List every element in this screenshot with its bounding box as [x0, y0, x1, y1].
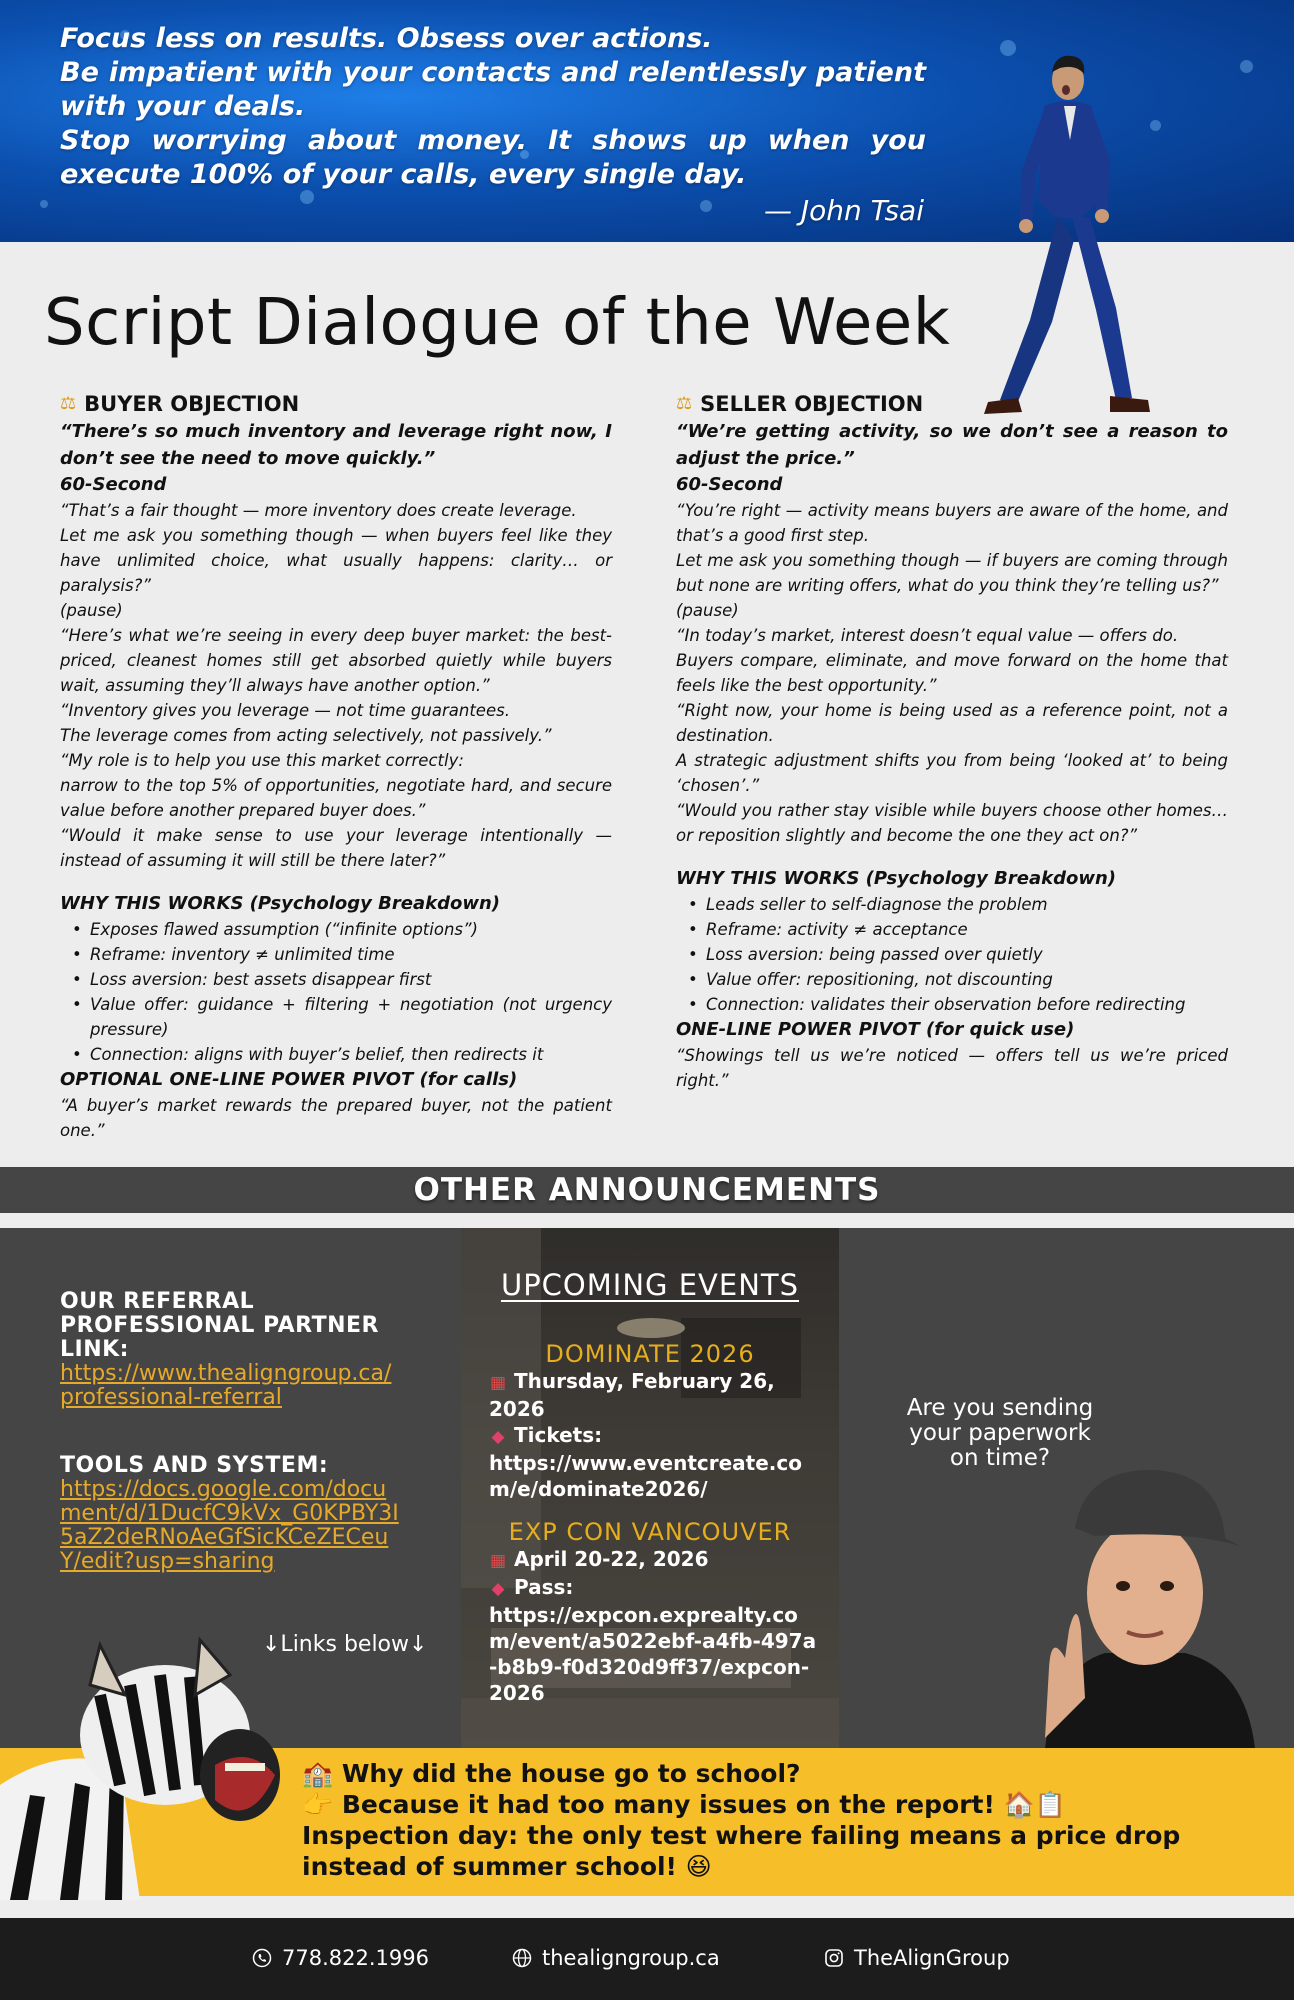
list-item: • Connection: aligns with buyer’s belief, then redirects it	[70, 1042, 612, 1067]
joke-line: 👉 Because it had too many issues on the report! 🏠📋	[302, 1790, 1066, 1819]
buyer-objection-quote: “There’s so much inventory and leverage right now, I don’t see the need to move quickly.”	[60, 421, 612, 469]
walking-man-photo	[960, 50, 1190, 430]
event1-date: Thursday, February 26, 2026	[489, 1369, 775, 1421]
seller-objection-quote: “We’re getting activity, so we don’t see a reason to adjust the price.”	[676, 421, 1228, 469]
hero-author: — John Tsai	[764, 194, 924, 227]
ticket-icon: ◆	[491, 1427, 505, 1447]
list-item: • Connection: validates their observation before redirecting	[686, 992, 1228, 1017]
seller-duration: 60-Second	[676, 474, 783, 495]
script-line: “Right now, your home is being used as a reference point, not a destination.	[676, 701, 1228, 745]
event1-tickets-label: Tickets:	[513, 1423, 603, 1447]
instagram-icon	[824, 1948, 844, 1968]
event1-tickets-line	[489, 1422, 819, 1450]
bokeh-dot	[1240, 60, 1253, 73]
list-item: • Value offer: guidance + filtering + negotiation (not urgency pressure)	[70, 992, 612, 1042]
bokeh-dot	[300, 190, 314, 204]
events-title: UPCOMING EVENTS	[500, 1268, 800, 1302]
calendar-icon: ▦	[489, 1551, 507, 1571]
event2-pass-line	[489, 1574, 819, 1602]
phone-icon	[252, 1948, 272, 1968]
scale-icon: ⚖	[60, 393, 77, 414]
script-line: “Inventory gives you leverage — not time guarantees.	[60, 701, 510, 720]
script-line: “That’s a fair thought — more inventory does create leverage.	[60, 501, 577, 520]
referral-link[interactable]: https://www.thealigngroup.ca/professional-referral	[60, 1361, 392, 1410]
list-item: • Leads seller to self-diagnose the problem	[686, 892, 1228, 917]
ticket-icon: ◆	[491, 1579, 505, 1599]
buyer-objection-column	[60, 390, 612, 1143]
list-item: • Loss aversion: best assets disappear first	[70, 967, 612, 992]
buyer-duration: 60-Second	[60, 474, 167, 495]
section-title: Script Dialogue of the Week	[44, 286, 951, 360]
script-line: “In today’s market, interest doesn’t equal value — offers do.	[676, 626, 1179, 645]
script-line: The leverage comes from acting selectively, not passively.”	[60, 726, 552, 745]
script-line: Let me ask you something though — if buyers are coming through but none are writing offers, what do you think they’re telling us?”	[676, 551, 1228, 595]
announcements-band: OTHER ANNOUNCEMENTS	[0, 1167, 1294, 1213]
joke-text	[302, 1758, 1282, 1882]
script-line: (pause)	[60, 601, 123, 620]
website-text: thealigngroup.ca	[542, 1946, 720, 1970]
laughing-zebra-photo	[0, 1615, 300, 1900]
list-item: • Exposes flawed assumption (“infinite options”)	[70, 917, 612, 942]
seller-heading-label: SELLER OBJECTION	[700, 392, 924, 416]
footer-website[interactable]	[512, 1946, 720, 1970]
buyer-pivot: “A buyer’s market rewards the prepared buyer, not the patient one.”	[60, 1096, 612, 1140]
list-item: • Loss aversion: being passed over quietly	[686, 942, 1228, 967]
hero-quote	[60, 22, 926, 192]
seller-objection-column	[676, 390, 1228, 1093]
bokeh-dot	[700, 200, 712, 212]
script-line: “Here’s what we’re seeing in every deep buyer market: the best-priced, cleanest homes still get absorbed quietly while buyers wait, assuming they’ll always have another option.”	[60, 626, 612, 695]
tools-label: TOOLS AND SYSTEM:	[60, 1453, 329, 1478]
footer-phone[interactable]	[252, 1946, 429, 1970]
calendar-icon: ▦	[489, 1373, 507, 1393]
script-line: narrow to the top 5% of opportunities, negotiate hard, and secure value before another prepared buyer does.”	[60, 776, 612, 820]
seller-why-heading: WHY THIS WORKS (Psychology Breakdown)	[676, 868, 1117, 889]
joke-line: 🏫 Why did the house go to school?	[302, 1759, 801, 1788]
events-panel	[461, 1228, 839, 1748]
hero-quote-line: Stop worrying about money. It shows up when you execute 100% of your calls, every single day.	[60, 125, 926, 190]
seller-pivot: “Showings tell us we’re noticed — offers tell us we’re priced right.”	[676, 1046, 1228, 1090]
event1-date-line	[489, 1368, 819, 1422]
script-line: “You’re right — activity means buyers are aware of the home, and that’s a good first step.	[676, 501, 1228, 545]
event2-name: EXP CON VANCOUVER	[508, 1518, 792, 1546]
seller-script	[676, 498, 1228, 848]
hero-quote-line: Be impatient with your contacts and relentlessly patient with your deals.	[60, 57, 926, 122]
joke-line: Inspection day: the only test where failing means a price drop instead of summer school! 😆	[302, 1821, 1181, 1881]
referral-label: OUR REFERRAL PROFESSIONAL PARTNER LINK:	[60, 1289, 379, 1362]
buyer-script	[60, 498, 612, 873]
event1-url[interactable]: https://www.eventcreate.com/e/dominate2026/	[489, 1451, 802, 1501]
buyer-objection-heading	[60, 390, 612, 418]
list-item: • Value offer: repositioning, not discounting	[686, 967, 1228, 992]
event2-pass-label: Pass:	[513, 1575, 574, 1599]
script-line: “Would it make sense to use your leverage intentionally — instead of assuming it will still be there later?”	[60, 826, 612, 870]
spacer	[60, 1410, 400, 1454]
event1-name: DOMINATE 2026	[545, 1340, 755, 1368]
instagram-text: TheAlignGroup	[854, 1946, 1010, 1970]
script-line: “Would you rather stay visible while buyers choose other homes… or reposition slightly and become the one they act on?”	[676, 801, 1228, 845]
paperwork-question: Are you sending your paperwork on time?	[906, 1395, 1094, 1471]
buyer-why-heading: WHY THIS WORKS (Psychology Breakdown)	[60, 893, 501, 914]
buyer-why-list	[70, 917, 612, 1067]
event2-date-line	[489, 1546, 819, 1574]
woman-pointing-photo	[1015, 1418, 1265, 1748]
event2-details	[489, 1546, 819, 1706]
hero-quote-line: Focus less on results. Obsess over actions.	[60, 23, 713, 54]
footer-instagram[interactable]	[824, 1946, 1010, 1970]
scale-icon: ⚖	[676, 393, 693, 414]
list-item: • Reframe: activity ≠ acceptance	[686, 917, 1228, 942]
script-line: (pause)	[676, 601, 739, 620]
tools-link[interactable]: https://docs.google.com/document/d/1DucfC9kVx_G0KPBY3I5aZ2deRNoAeGfSicKCeZECeuY/edit?usp=sharing	[60, 1477, 399, 1574]
event2-date: April 20-22, 2026	[513, 1547, 709, 1571]
buyer-pivot-heading: OPTIONAL ONE-LINE POWER PIVOT (for calls)	[60, 1069, 518, 1090]
seller-pivot-heading: ONE-LINE POWER PIVOT (for quick use)	[676, 1019, 1075, 1040]
globe-icon	[512, 1948, 532, 1968]
script-line: Buyers compare, eliminate, and move forward on the home that feels like the best opportunity.”	[676, 651, 1228, 695]
script-line: Let me ask you something though — when buyers feel like they have unlimited choice, what usually happens: clarity… or paralysis?”	[60, 526, 612, 595]
links-below-note: ↓Links below↓	[262, 1632, 428, 1657]
footer	[0, 1918, 1294, 2000]
buyer-heading-label: BUYER OBJECTION	[84, 392, 300, 416]
bokeh-dot	[40, 200, 48, 208]
event1-details	[489, 1368, 819, 1502]
event2-url[interactable]: https://expcon.exprealty.com/event/a5022ebf-a4fb-497a-b8b9-f0d320d9ff37/expcon-2026	[489, 1603, 817, 1705]
list-item: • Reframe: inventory ≠ unlimited time	[70, 942, 612, 967]
phone-text: 778.822.1996	[282, 1946, 429, 1970]
referral-section	[60, 1290, 400, 1574]
script-line: A strategic adjustment shifts you from being ‘looked at’ to being ‘chosen’.”	[676, 751, 1228, 795]
seller-why-list	[686, 892, 1228, 1017]
divider	[0, 1213, 1294, 1228]
script-line: “My role is to help you use this market correctly:	[60, 751, 464, 770]
